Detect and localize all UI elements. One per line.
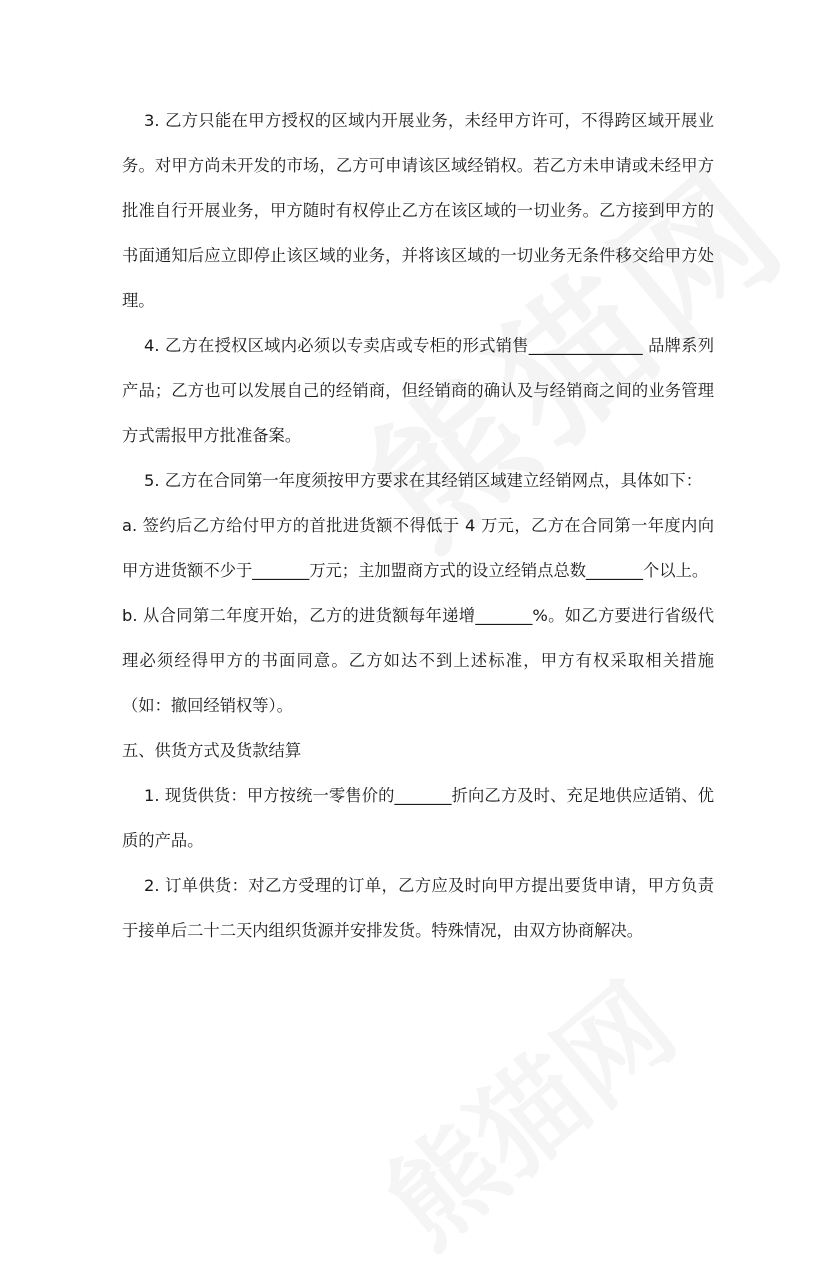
watermark-bottom — [348, 942, 702, 1275]
section-heading-5: 五、供货方式及货款结算 — [122, 741, 302, 760]
supply-clause-2: 2. 订单供货：对乙方受理的订单，乙方应及时向甲方提出要货申请，甲方负责于接单后二十二天内组织货源并安排发货。特殊情况，由双方协商解决。 — [122, 876, 714, 940]
clause-5b: b. 从合同第二年度开始，乙方的进货额每年递增_______%。如乙方要进行省级代理必须经得甲方的书面同意。乙方如达不到上述标准，甲方有权采取相关措施（如：撤回经销权等）。 — [122, 606, 714, 715]
clause-5a: a. 签约后乙方给付甲方的首批进货额不得低于 4 万元，乙方在合同第一年度内向甲方进货额不少于_______万元；主加盟商方式的设立经销点总数_______个以上。 — [122, 516, 714, 580]
clause-4: 4. 乙方在授权区域内必须以专卖店或专柜的形式销售______________ 品牌系列产品；乙方也可以发展自己的经销商，但经销商的确认及与经销商之间的业务管理方式需报甲方批准备案。 — [122, 336, 714, 445]
supply-clause-1: 1. 现货供货：甲方按统一零售价的_______折向乙方及时、充足地供应适销、优质的产品。 — [122, 786, 714, 850]
clause-5: 5. 乙方在合同第一年度须按甲方要求在其经销区域建立经销网点，具体如下： — [144, 471, 702, 490]
clause-3: 3. 乙方只能在甲方授权的区域内开展业务，未经甲方许可，不得跨区域开展业务。对甲方尚未开发的市场，乙方可申请该区域经销权。若乙方未申请或未经甲方批准自行开展业务，甲方随时有权停止乙方在该区域的一切业务。乙方接到甲方的书面通知后应立即停止该区域的业务，并将该区域的一切业务无条件移交给甲方处理。 — [122, 111, 714, 310]
document-body — [122, 98, 714, 953]
